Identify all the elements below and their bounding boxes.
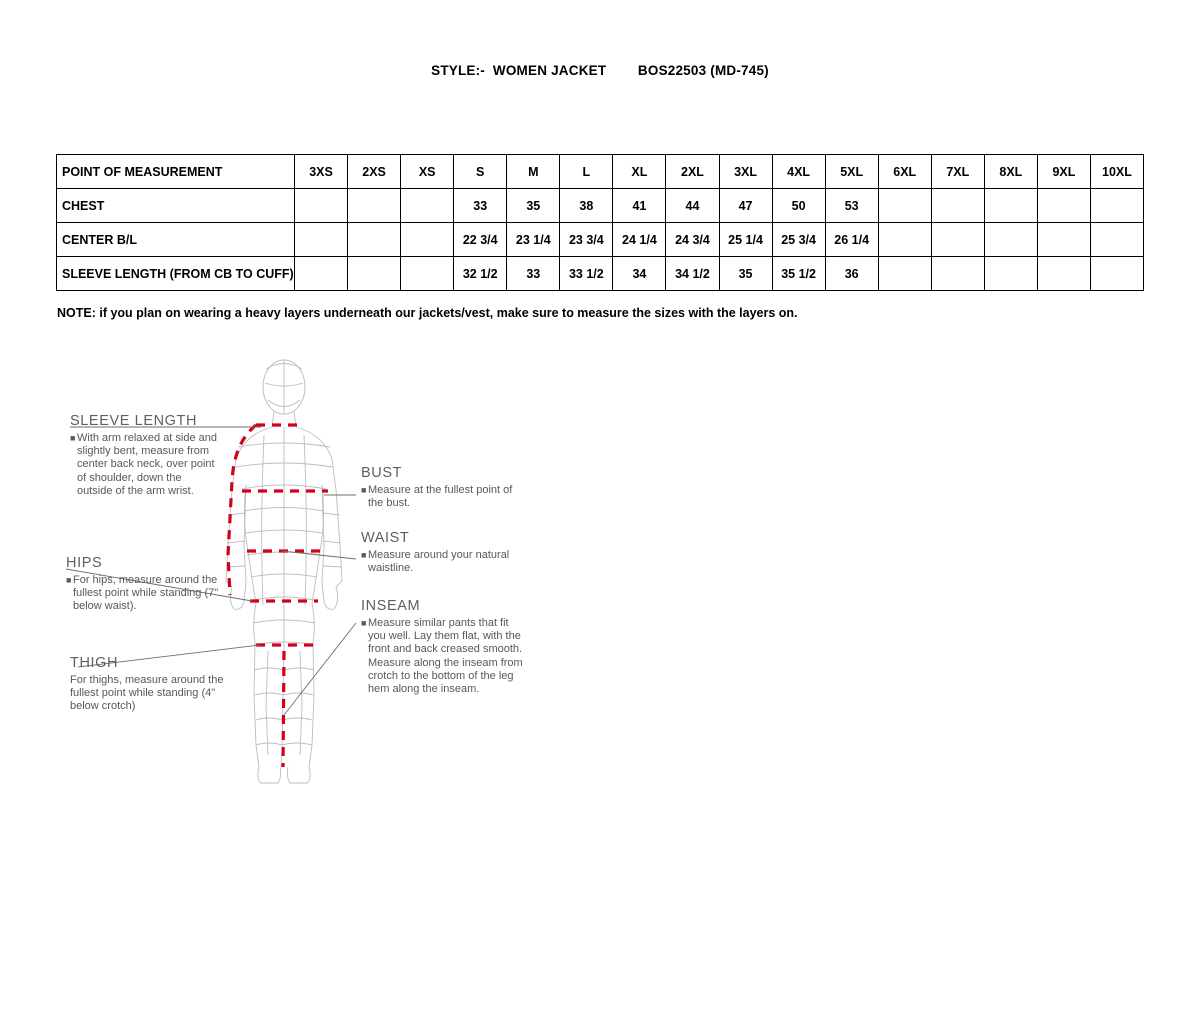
table-header-row [57,155,1144,189]
bullet-icon: ■ [361,618,367,628]
column-header-6xl: 6XL [878,155,931,189]
callout-title-inseam: INSEAM [361,598,421,614]
measurement-note: NOTE: if you plan on wearing a heavy layers underneath our jackets/vest, make sure to measure the sizes with the layers on. [57,306,798,320]
cell-chest-3xs [295,189,348,223]
callout-body-inseam: Measure similar pants that fit you well. Lay them flat, with the front and back creased smooth. Measure along the inseam from crotch to the bottom of the leg hem along the inseam. [368,617,523,696]
cell-sleeve-3xl: 35 [719,257,772,291]
cell-chest-3xl: 47 [719,189,772,223]
cell-sleeve-m: 33 [507,257,560,291]
row-label-center-bl: CENTER B/L [57,223,295,257]
callout-body-hips: For hips, measure around the fullest point while standing (7" below waist). [73,574,219,613]
cell-centerbl-2xs [348,223,401,257]
measurement-diagram [56,355,576,805]
column-header-10xl: 10XL [1090,155,1143,189]
column-header-9xl: 9XL [1037,155,1090,189]
bullet-icon: ■ [361,550,367,560]
page-title: STYLE:- WOMEN JACKET BOS22503 (MD-745) [431,63,769,78]
column-header-m: M [507,155,560,189]
column-header-7xl: 7XL [931,155,984,189]
size-chart-table [56,154,1144,291]
cell-chest-9xl [1037,189,1090,223]
cell-centerbl-4xl: 25 3/4 [772,223,825,257]
cell-sleeve-xs [401,257,454,291]
callout-hips [66,555,226,614]
cell-centerbl-m: 23 1/4 [507,223,560,257]
cell-chest-2xl: 44 [666,189,719,223]
callout-title-thigh: THIGH [70,655,119,671]
cell-centerbl-l: 23 3/4 [560,223,613,257]
column-header-2xs: 2XS [348,155,401,189]
column-header-xs: XS [401,155,454,189]
callout-inseam [361,598,526,696]
callout-bust [361,465,521,510]
cell-chest-xl: 41 [613,189,666,223]
column-header-5xl: 5XL [825,155,878,189]
table-row [57,223,1144,257]
cell-centerbl-6xl [878,223,931,257]
cell-chest-7xl [931,189,984,223]
cell-centerbl-7xl [931,223,984,257]
cell-chest-m: 35 [507,189,560,223]
cell-chest-s: 33 [454,189,507,223]
cell-sleeve-9xl [1037,257,1090,291]
column-header-point-of-measurement: POINT OF MEASUREMENT [57,155,295,189]
column-header-xl: XL [613,155,666,189]
cell-chest-4xl: 50 [772,189,825,223]
cell-centerbl-3xs [295,223,348,257]
cell-sleeve-s: 32 1/2 [454,257,507,291]
cell-chest-6xl [878,189,931,223]
cell-chest-10xl [1090,189,1143,223]
cell-sleeve-6xl [878,257,931,291]
cell-sleeve-2xl: 34 1/2 [666,257,719,291]
cell-centerbl-xl: 24 1/4 [613,223,666,257]
bullet-icon: ■ [66,575,72,585]
callout-title-hips: HIPS [66,555,103,571]
cell-sleeve-xl: 34 [613,257,666,291]
cell-sleeve-8xl [984,257,1037,291]
cell-sleeve-4xl: 35 1/2 [772,257,825,291]
cell-centerbl-10xl [1090,223,1143,257]
cell-sleeve-10xl [1090,257,1143,291]
cell-centerbl-2xl: 24 3/4 [666,223,719,257]
bullet-icon: ■ [361,485,367,495]
cell-centerbl-5xl: 26 1/4 [825,223,878,257]
callout-waist [361,530,521,575]
callout-body-bust: Measure at the fullest point of the bust. [368,484,513,510]
callout-title-bust: BUST [361,465,403,481]
column-header-4xl: 4XL [772,155,825,189]
callout-body-thigh: For thighs, measure around the fullest point while standing (4" below crotch) [70,674,224,713]
cell-centerbl-9xl [1037,223,1090,257]
cell-centerbl-8xl [984,223,1037,257]
row-label-chest: CHEST [57,189,295,223]
cell-sleeve-5xl: 36 [825,257,878,291]
row-label-sleeve-length: SLEEVE LENGTH (FROM CB TO CUFF) [57,257,295,291]
cell-sleeve-l: 33 1/2 [560,257,613,291]
cell-centerbl-3xl: 25 1/4 [719,223,772,257]
cell-sleeve-7xl [931,257,984,291]
cell-sleeve-2xs [348,257,401,291]
cell-chest-xs [401,189,454,223]
callout-thigh [70,655,240,714]
column-header-l: L [560,155,613,189]
cell-chest-5xl: 53 [825,189,878,223]
callout-body-sleeve-length: With arm relaxed at side and slightly bent, measure from center back neck, over point of shoulder, down the outside of the arm wrist. [77,432,218,497]
column-header-2xl: 2XL [666,155,719,189]
cell-chest-l: 38 [560,189,613,223]
callout-body-waist: Measure around your natural waistline. [368,549,510,575]
cell-chest-2xs [348,189,401,223]
column-header-s: S [454,155,507,189]
callout-title-sleeve-length: SLEEVE LENGTH [70,413,198,429]
column-header-3xl: 3XL [719,155,772,189]
table-row [57,189,1144,223]
cell-centerbl-s: 22 3/4 [454,223,507,257]
callout-title-waist: WAIST [361,530,410,546]
cell-centerbl-xs [401,223,454,257]
cell-sleeve-3xs [295,257,348,291]
cell-chest-8xl [984,189,1037,223]
bullet-icon: ■ [70,433,76,443]
callout-sleeve-length [70,413,220,498]
column-header-8xl: 8XL [984,155,1037,189]
column-header-3xs: 3XS [295,155,348,189]
table-row [57,257,1144,291]
